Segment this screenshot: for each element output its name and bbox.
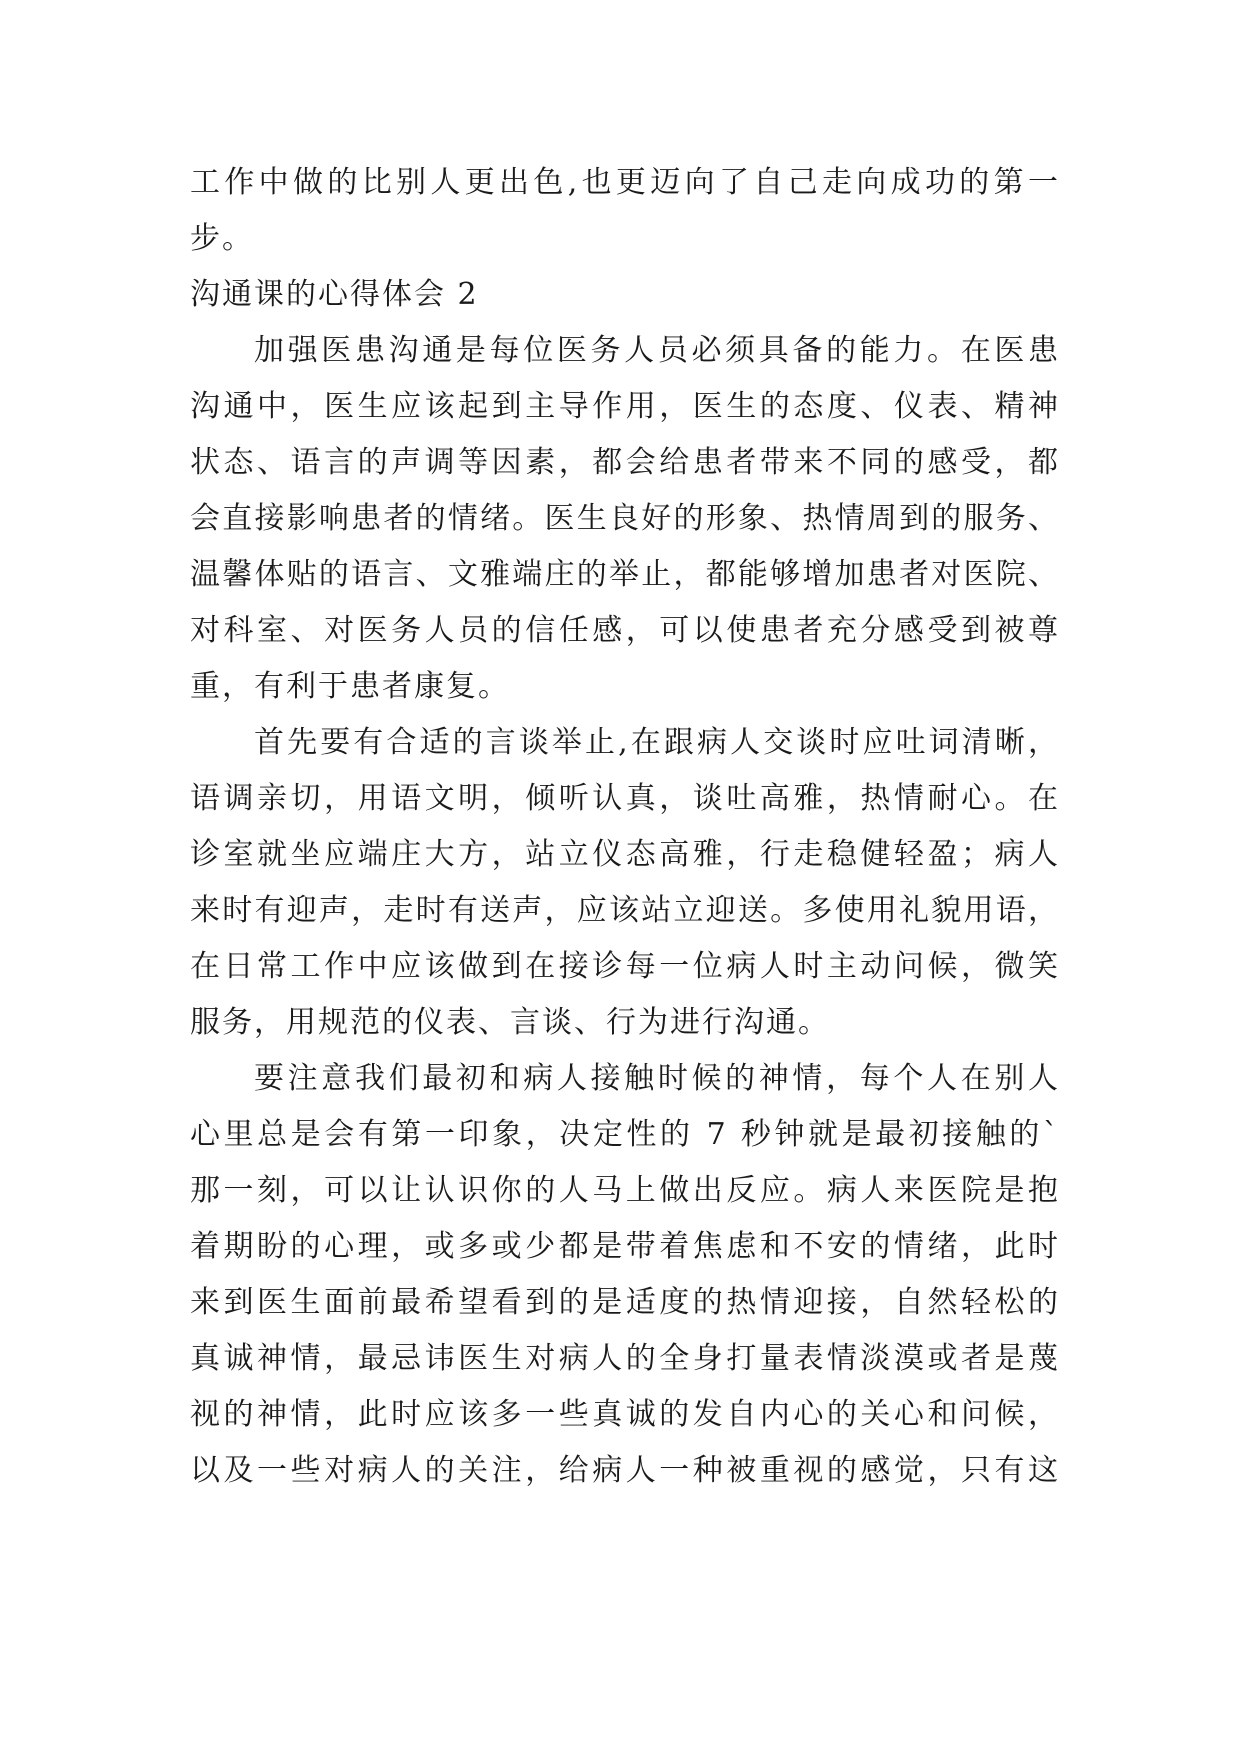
text-line: 会直接影响患者的情绪。医生良好的形象、热情周到的服务、 <box>190 501 1060 536</box>
text-line: 语调亲切，用语文明，倾听认真，谈吐高雅，热情耐心。在 <box>190 781 1060 816</box>
text-line: 重，有利于患者康复。 <box>190 669 510 704</box>
text-line: 那一刻，可以让认识你的人马上做出反应。病人来医院是抱 <box>190 1173 1060 1208</box>
text-line: 在日常工作中应该做到在接诊每一位病人时主动问候，微笑 <box>190 949 1060 984</box>
text-line: 对科室、对医务人员的信任感，可以使患者充分感受到被尊 <box>190 613 1060 648</box>
text-line: 温馨体贴的语言、文雅端庄的举止，都能够增加患者对医院、 <box>190 557 1060 592</box>
text-line: 要注意我们最初和病人接触时候的神情，每个人在别人 <box>254 1061 1060 1096</box>
text-line: 沟通中，医生应该起到主导作用，医生的态度、仪表、精神 <box>190 389 1060 424</box>
text-line: 沟通课的心得体会 2 <box>190 277 479 312</box>
text-line: 状态、语言的声调等因素，都会给患者带来不同的感受，都 <box>190 445 1060 480</box>
text-line: 步。 <box>190 221 254 256</box>
text-line: 着期盼的心理，或多或少都是带着焦虑和不安的情绪，此时 <box>190 1229 1060 1264</box>
text-line: 视的神情，此时应该多一些真诚的发自内心的关心和问候， <box>190 1397 1060 1432</box>
text-line: 以及一些对病人的关注，给病人一种被重视的感觉，只有这 <box>190 1453 1060 1488</box>
text-line: 服务，用规范的仪表、言谈、行为进行沟通。 <box>190 1005 830 1040</box>
text-line: 来到医生面前最希望看到的是适度的热情迎接，自然轻松的 <box>190 1285 1060 1320</box>
text-line: 诊室就坐应端庄大方，站立仪态高雅，行走稳健轻盈；病人 <box>190 837 1060 872</box>
document-body <box>190 155 1060 1499</box>
text-line: 工作中做的比别人更出色,也更迈向了自己走向成功的第一 <box>190 165 1060 200</box>
text-line: 心里总是会有第一印象，决定性的 7 秒钟就是最初接触的` <box>190 1117 1060 1152</box>
text-line: 真诚神情，最忌讳医生对病人的全身打量表情淡漠或者是蔑 <box>190 1341 1060 1376</box>
text-line: 来时有迎声，走时有送声，应该站立迎送。多使用礼貌用语， <box>190 893 1060 928</box>
text-line: 加强医患沟通是每位医务人员必须具备的能力。在医患 <box>254 333 1060 368</box>
text-line: 首先要有合适的言谈举止,在跟病人交谈时应吐词清晰， <box>254 725 1060 760</box>
